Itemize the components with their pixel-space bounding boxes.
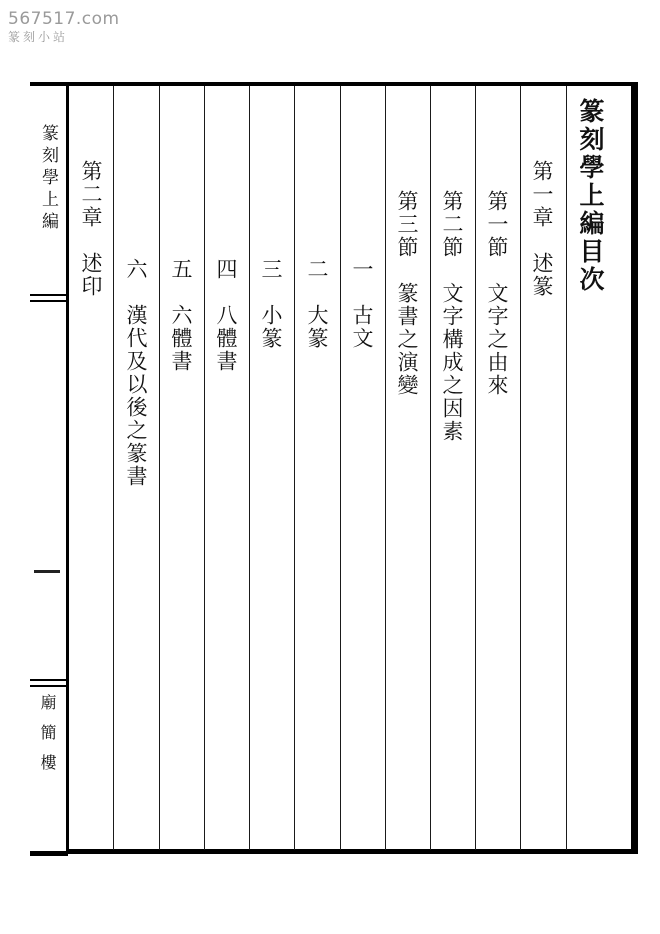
- column-rule: [113, 86, 114, 850]
- column-rule: [430, 86, 431, 850]
- contents-entry: 第二節 文字構成之因素: [440, 190, 464, 443]
- column-rule: [520, 86, 521, 850]
- contents-entry: 第三節 篆書之演變: [395, 190, 419, 397]
- margin-fishtail-rule: [30, 300, 68, 302]
- contents-entry: 二 大篆: [305, 258, 329, 350]
- margin-top-edge: [30, 82, 68, 86]
- margin-studio-name: 廟簡樓: [38, 694, 57, 784]
- contents-entry: 三 小篆: [259, 258, 283, 350]
- watermark-name: 篆刻小站: [8, 29, 69, 44]
- column-rule: [294, 86, 295, 850]
- book-page: [30, 82, 614, 856]
- margin-fishtail-rule: [30, 294, 68, 296]
- column-rule: [204, 86, 205, 850]
- column-rule: [159, 86, 160, 850]
- page-margin: [30, 82, 66, 856]
- watermark-site: 567517.com: [8, 9, 120, 29]
- column-rule: [340, 86, 341, 850]
- column-rule: [475, 86, 476, 850]
- contents-entry: 四 八體書: [214, 258, 238, 373]
- margin-bottom-edge: [30, 851, 68, 856]
- margin-fishtail-rule: [30, 685, 68, 687]
- contents-entry: 五 六體書: [169, 258, 193, 373]
- column-rule: [385, 86, 386, 850]
- contents-entry: 六 漢代及以後之篆書: [124, 258, 148, 488]
- contents-entry: 第二章 述印: [79, 160, 103, 298]
- column-rule: [566, 86, 567, 850]
- margin-page-number: [34, 570, 60, 573]
- contents-entry: 第一節 文字之由來: [485, 190, 509, 397]
- margin-fishtail-rule: [30, 679, 68, 681]
- contents-title: 篆刻學上編目次: [576, 98, 605, 294]
- margin-book-title: 篆刻學上編: [38, 124, 58, 234]
- contents-entry: 第一章 述篆: [530, 160, 554, 298]
- column-rule: [249, 86, 250, 850]
- contents-entry: 一 古文: [350, 258, 374, 350]
- watermark: [8, 10, 120, 44]
